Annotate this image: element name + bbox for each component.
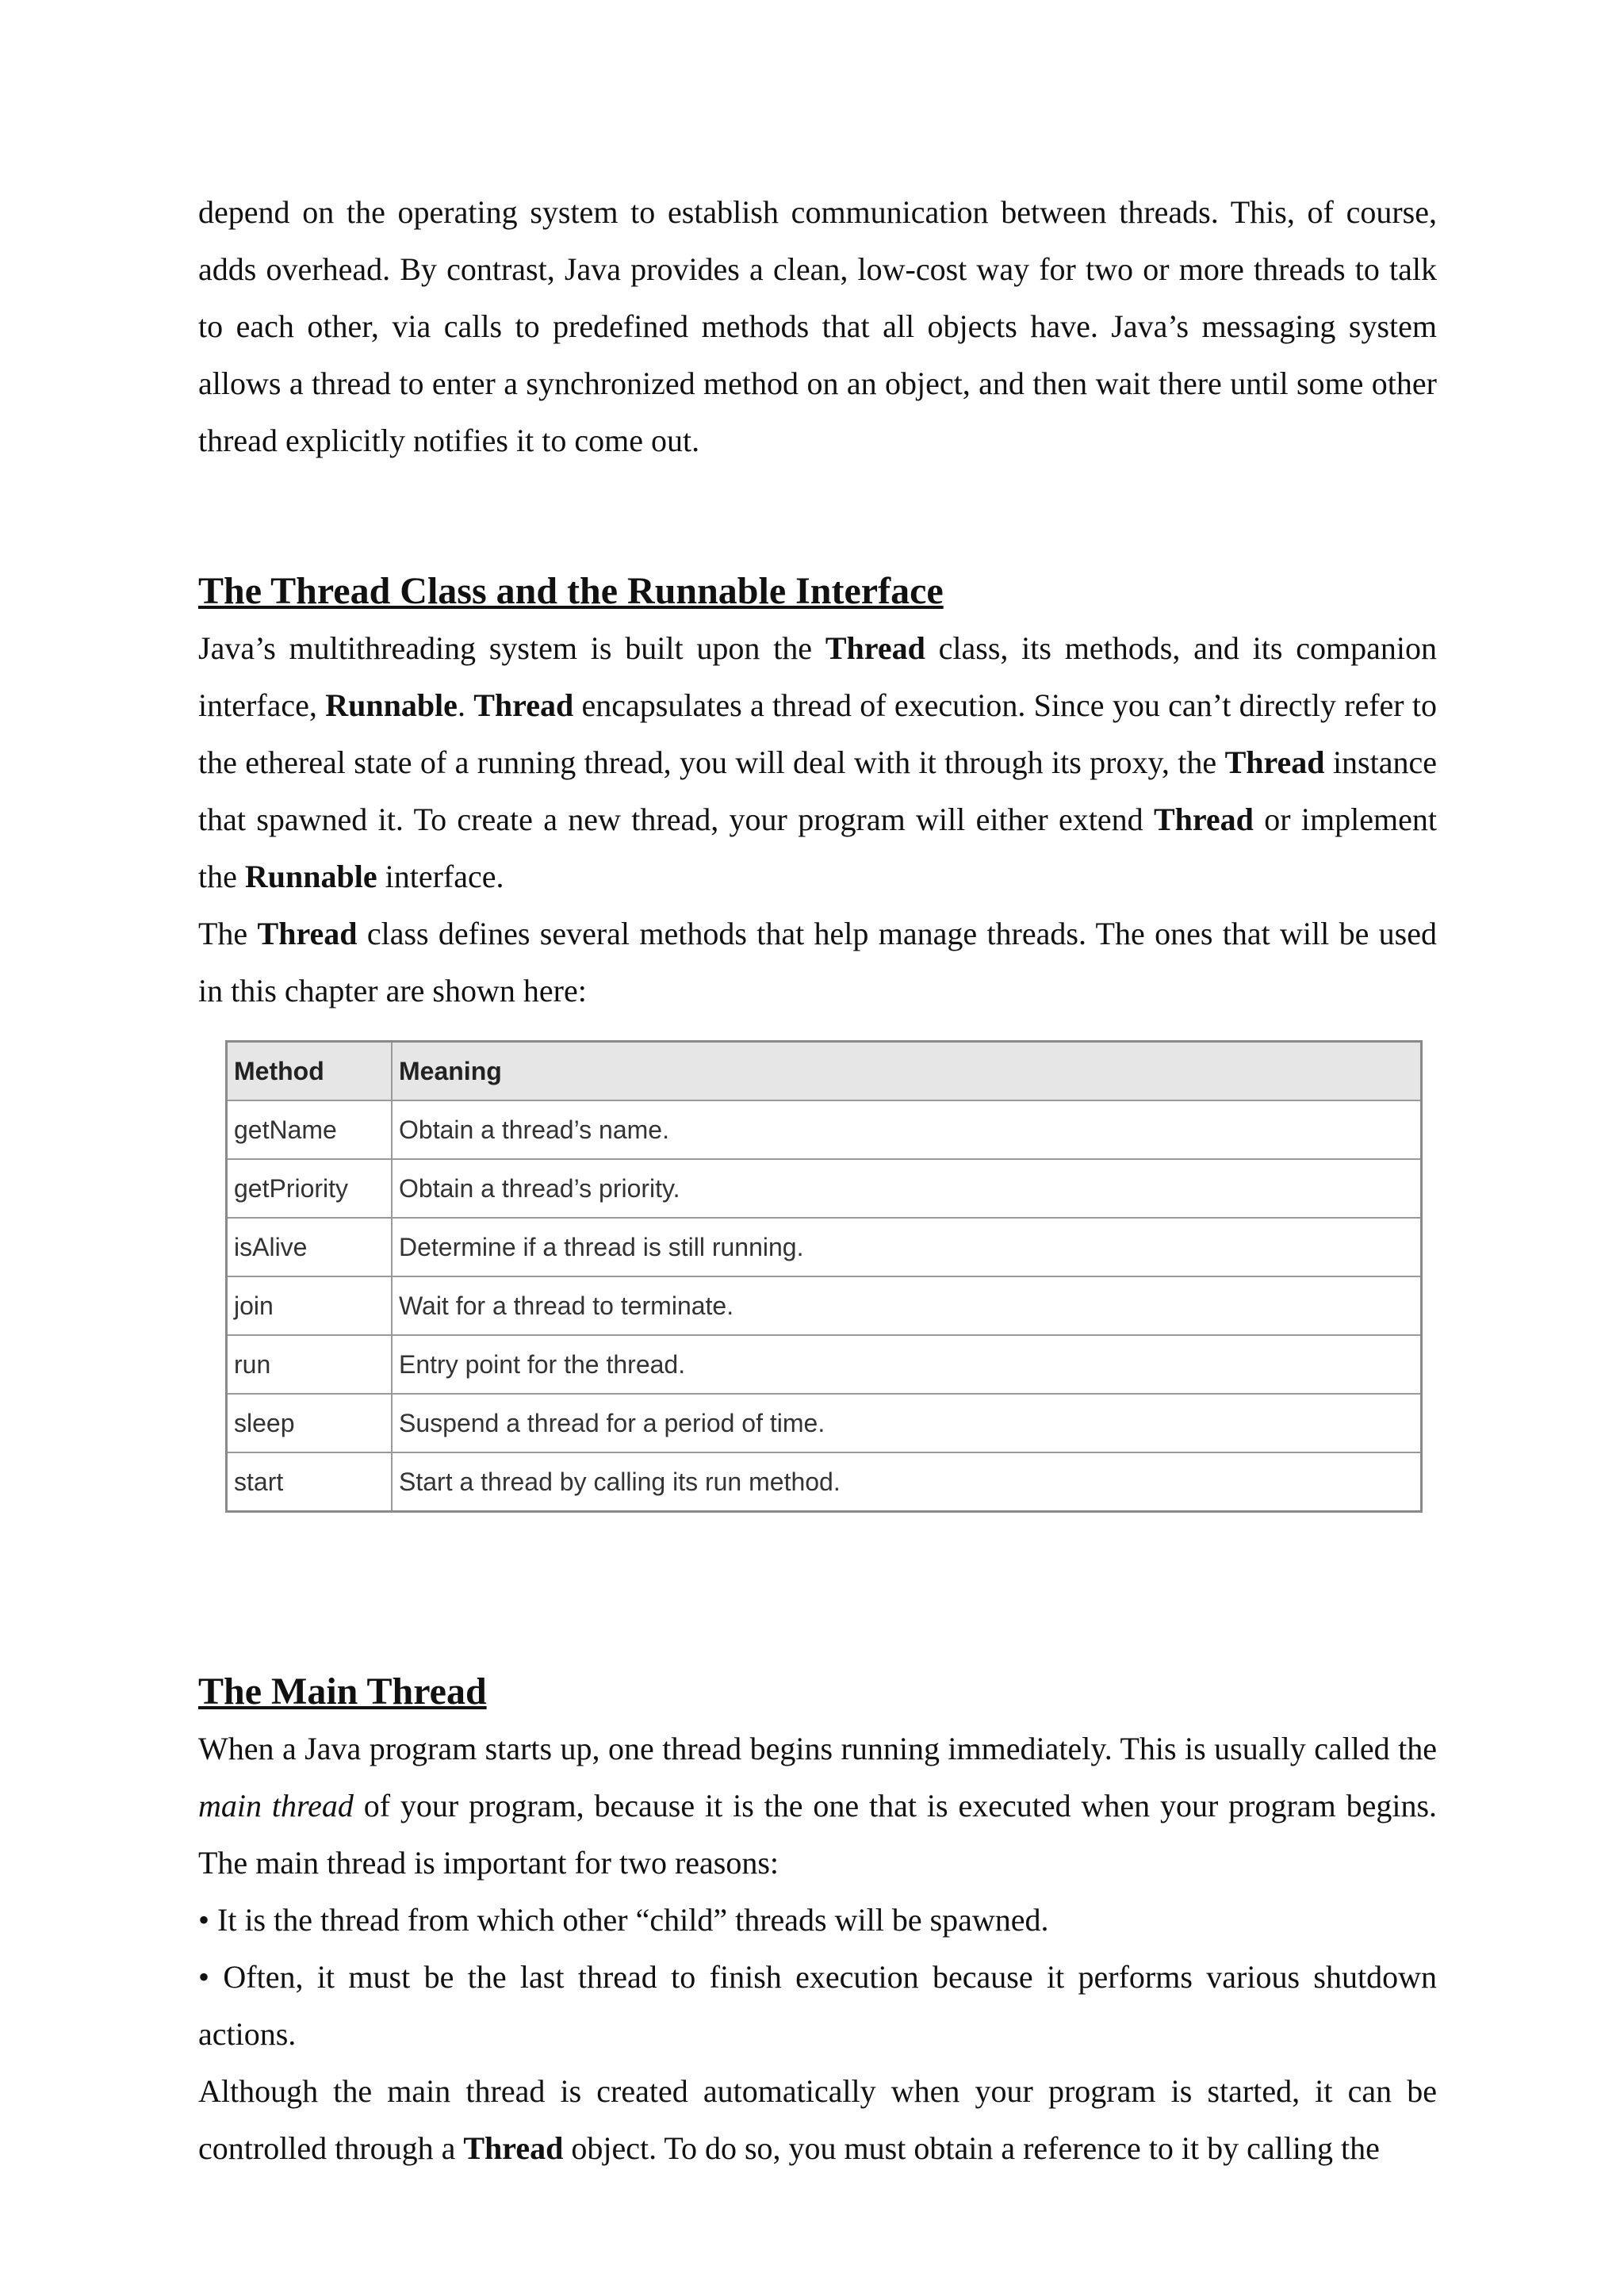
section-heading-main-thread: The Main Thread [198,1670,487,1712]
method-cell: join [227,1276,393,1335]
thread-methods-table-wrapper [225,1040,1423,1513]
table-row [227,1335,1422,1394]
section-heading-thread-class: The Thread Class and the Runnable Interface [198,570,944,612]
thread-class-paragraph: Java’s multithreading system is built upon the Thread class, its methods, and its companion interface, Runnable. Thread encapsulates a thread of execution. Since you can’t directly refer to the ethereal state of a running thread, you will deal with it through its proxy, the Thread instance that spawned it. To create a new thread, your program will either extend Thread or implement the Runnable interface. [198,630,1438,894]
intro-paragraph: depend on the operating system to establish communication between threads. This, of course, adds overhead. By contrast, Java provides a clean, low-cost way for two or more threads to talk to each other, via calls to predefined methods that all objects have. Java’s messaging system allows a thread to enter a synchronized method on an object, and then wait there until some other thread explicitly notifies it to come out. [198,194,1437,458]
column-header-method: Method [227,1042,393,1101]
method-cell: start [227,1452,393,1512]
meaning-cell: Determine if a thread is still running. [392,1218,1422,1276]
table-row [227,1452,1422,1512]
meaning-cell: Obtain a thread’s name. [392,1100,1422,1159]
table-header-row [227,1042,1422,1101]
method-cell: getPriority [227,1159,393,1218]
method-cell: run [227,1335,393,1394]
main-thread-control-paragraph: Although the main thread is created automatically when your program is started, it can be controlled through a Thread object. To do so, you must obtain a reference to it by calling the [198,2073,1437,2166]
table-row [227,1394,1422,1452]
thread-methods-intro-paragraph: The Thread class defines several methods that help manage threads. The ones that will be used in this chapter are shown here: [198,916,1438,1008]
meaning-cell: Obtain a thread’s priority. [392,1159,1422,1218]
main-thread-paragraph: When a Java program starts up, one thread begins running immediately. This is usually called the main thread of your program, because it is the one that is executed when your program begins. The main thread is important for two reasons: [198,1731,1438,1881]
column-header-meaning: Meaning [392,1042,1422,1101]
method-cell: getName [227,1100,393,1159]
table-row [227,1100,1422,1159]
thread-methods-table [225,1040,1423,1513]
meaning-cell: Start a thread by calling its run method. [392,1452,1422,1512]
bullet-item: • Often, it must be the last thread to finish execution because it performs various shutdown actions. [198,1959,1437,2052]
document-page [198,184,1437,2177]
method-cell: sleep [227,1394,393,1452]
meaning-cell: Entry point for the thread. [392,1335,1422,1394]
meaning-cell: Wait for a thread to terminate. [392,1276,1422,1335]
table-row [227,1159,1422,1218]
method-cell: isAlive [227,1218,393,1276]
meaning-cell: Suspend a thread for a period of time. [392,1394,1422,1452]
table-row [227,1218,1422,1276]
bullet-item: • It is the thread from which other “child” threads will be spawned. [198,1902,1049,1938]
table-row [227,1276,1422,1335]
